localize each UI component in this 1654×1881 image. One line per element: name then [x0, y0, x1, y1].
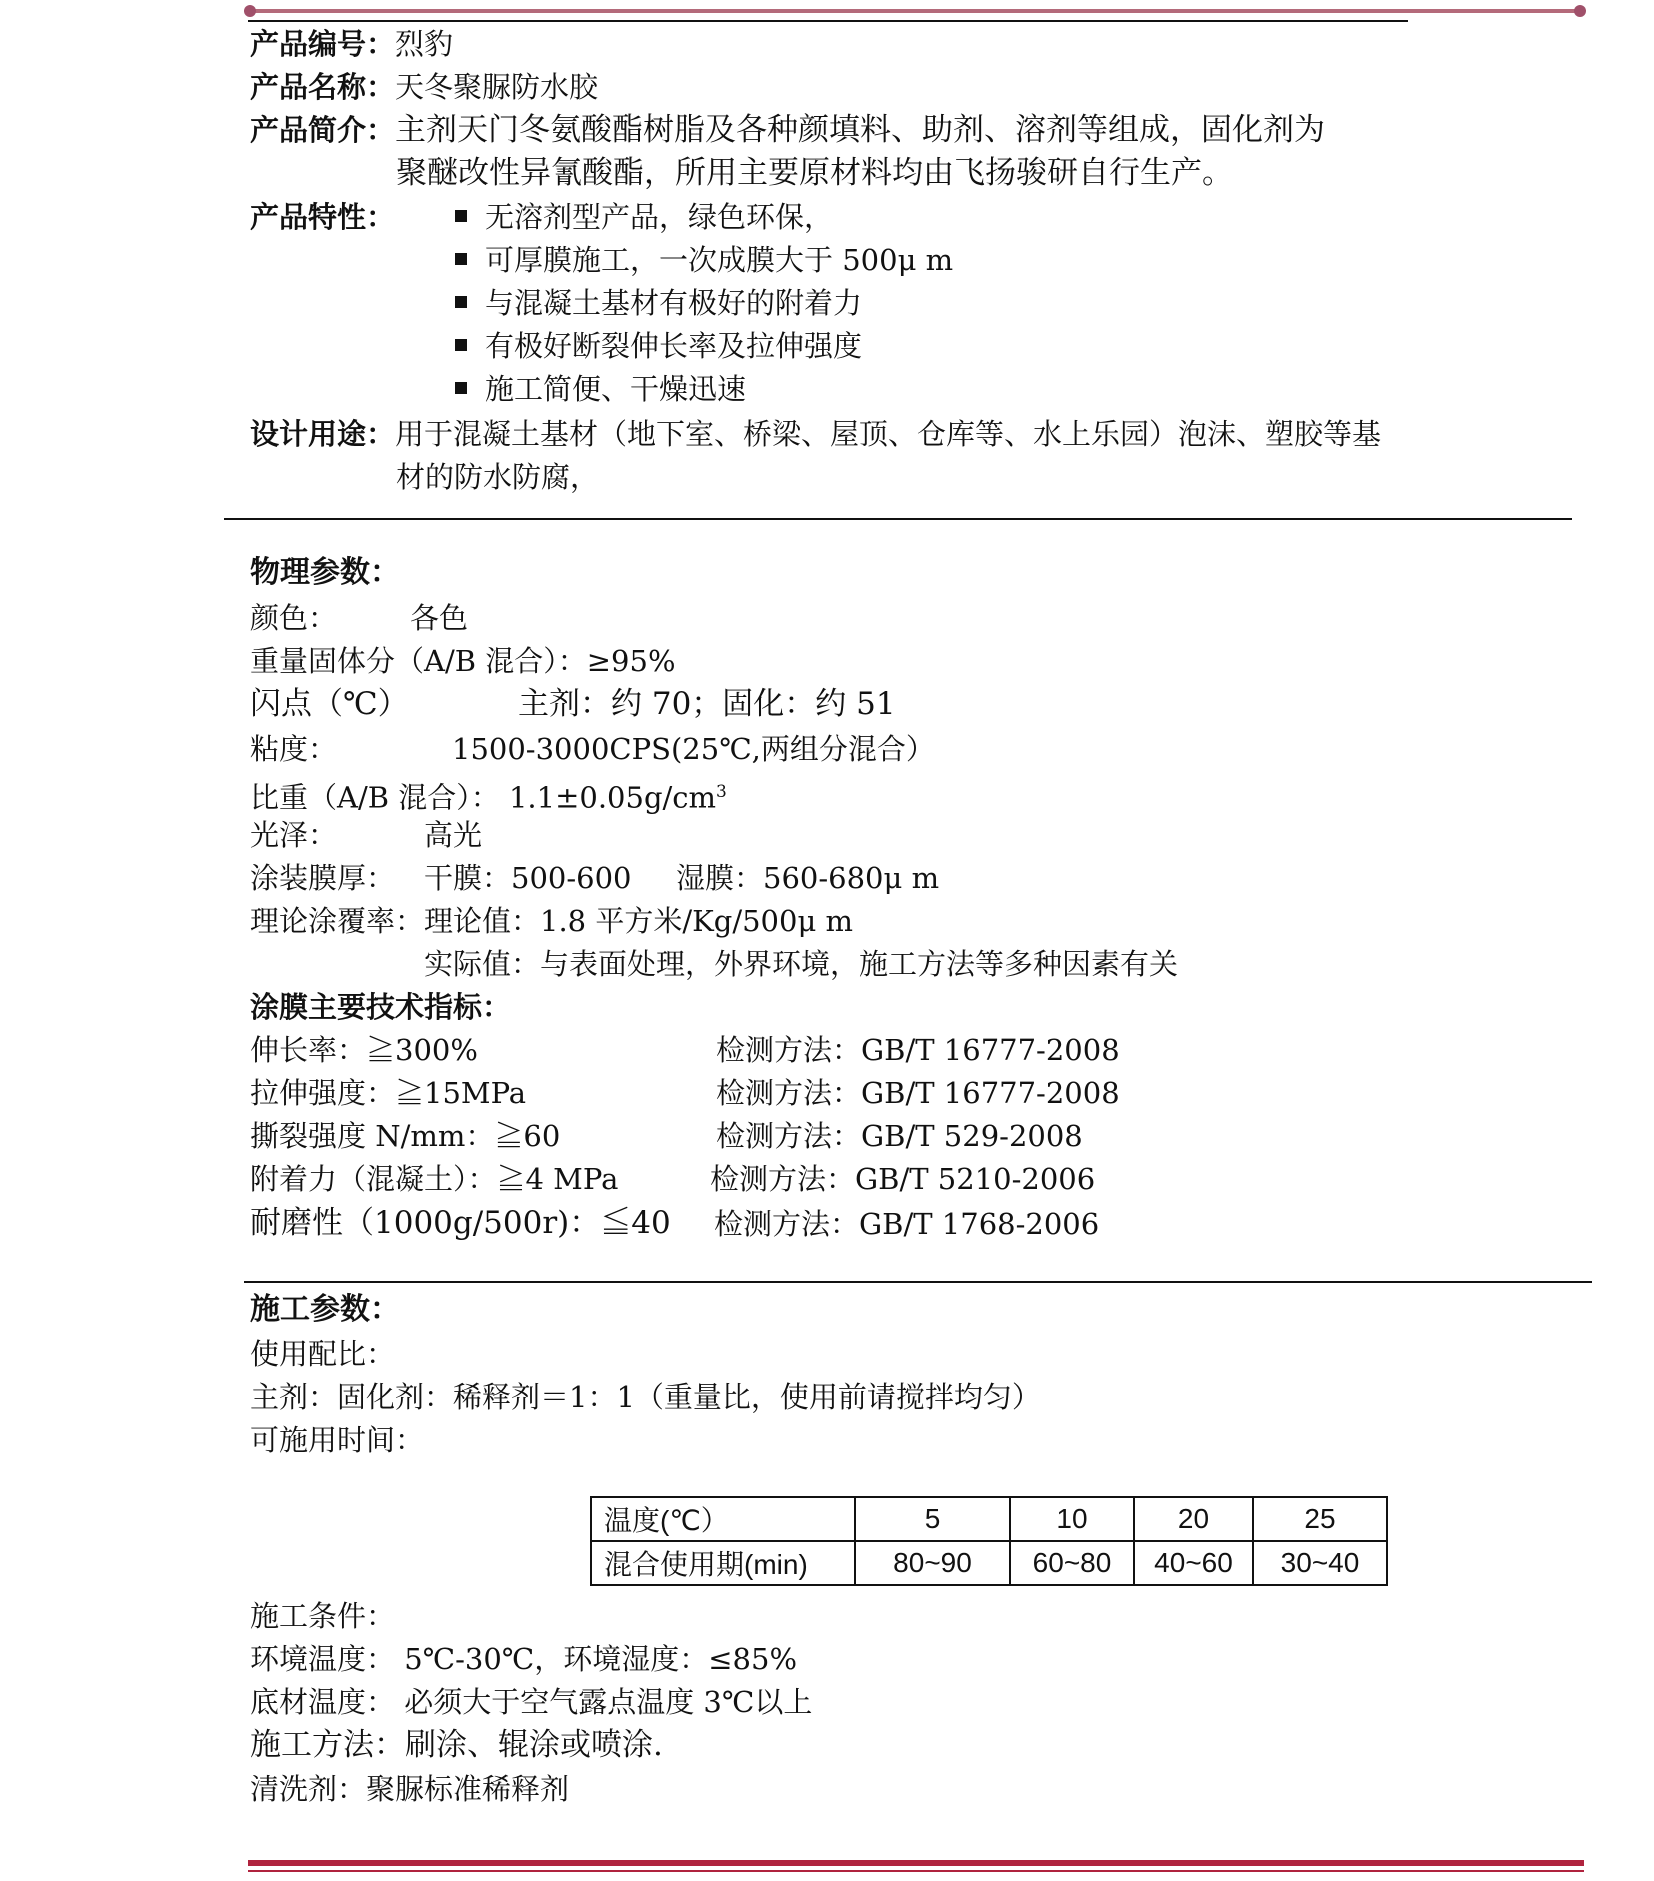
potlife-table — [590, 1496, 1388, 1586]
table-cell: 20 — [1134, 1497, 1253, 1541]
product-intro-line1: 主剂天门冬氨酸酯树脂及各种颜填料、助剂、溶剂等组成，固化剂为 — [395, 112, 1326, 148]
feature-item: 可厚膜施工，一次成膜大于 500μ m — [455, 240, 953, 280]
feature-item: 无溶剂型产品，绿色环保， — [455, 197, 833, 237]
solids-row: 重量固体分（A/B 混合）：≥95% — [250, 644, 676, 678]
substrate-conditions: 底材温度： 必须大于空气露点温度 3℃以上 — [250, 1685, 813, 1719]
ratio-value: 主剂：固化剂：稀释剂＝1：1（重量比，使用前请搅拌均匀） — [250, 1380, 1041, 1414]
product-intro-label: 产品简介： — [250, 113, 396, 147]
potlife-label: 可施用时间： — [250, 1423, 425, 1457]
feature-item: 与混凝土基材有极好的附着力 — [455, 283, 862, 323]
gloss-value: 高光 — [424, 818, 483, 852]
use-label: 设计用途： — [250, 417, 396, 451]
table-row — [591, 1497, 1387, 1541]
physical-title: 物理参数： — [250, 555, 400, 590]
sg-row — [250, 772, 727, 818]
viscosity-value: 1500-3000CPS(25℃,两组分混合） — [452, 732, 935, 766]
spec-method: 检测方法：GB/T 16777-2008 — [716, 1076, 1120, 1110]
header-rule-left-dot — [244, 5, 256, 17]
header-rule — [248, 9, 1580, 13]
spec-label: 耐磨性（1000g/500r)：≦40 — [250, 1205, 671, 1241]
product-code-row — [250, 24, 453, 64]
product-name-label: 产品名称： — [250, 70, 396, 104]
table-cell: 30~40 — [1253, 1541, 1387, 1585]
cleaner: 清洗剂：聚脲标准稀释剂 — [250, 1772, 570, 1806]
bullet-icon — [455, 382, 467, 394]
feature-item: 施工简便、干燥迅速 — [455, 369, 746, 409]
coverage-theory: 理论值：1.8 平方米/Kg/500μ m — [424, 904, 854, 938]
conditions-label: 施工条件： — [250, 1599, 396, 1633]
table-cell: 混合使用期(min) — [591, 1541, 855, 1585]
footer-rule — [248, 1860, 1584, 1866]
spec-method: 检测方法：GB/T 5210-2006 — [710, 1162, 1096, 1196]
coverage-label: 理论涂覆率： — [250, 904, 425, 938]
table-row — [591, 1541, 1387, 1585]
sg-label: 比重（A/B 混合）： — [250, 780, 500, 815]
feature-item: 有极好断裂伸长率及拉伸强度 — [455, 326, 862, 366]
thickness-label: 涂装膜厚： — [250, 861, 396, 895]
sg-value: 1.1±0.05g/cm — [508, 780, 717, 815]
spec-label: 撕裂强度 N/mm：≧60 — [250, 1119, 561, 1153]
table-cell: 80~90 — [855, 1541, 1010, 1585]
color-label: 颜色： — [250, 601, 338, 635]
bullet-icon — [455, 253, 467, 265]
use-row — [250, 414, 1381, 454]
section-divider — [244, 1281, 1592, 1283]
coverage-actual: 实际值：与表面处理，外界环境，施工方法等多种因素有关 — [424, 947, 1179, 981]
env-conditions: 环境温度： 5℃-30℃，环境湿度：≤85% — [250, 1642, 798, 1676]
sg-unit-superscript: 3 — [716, 782, 727, 802]
use-line2: 材的防水防腐， — [396, 460, 600, 494]
header-rule-right-dot — [1574, 5, 1586, 17]
product-code-value: 烈豹 — [395, 27, 454, 61]
application-method: 施工方法：刷涂、辊涂或喷涂. — [250, 1727, 663, 1763]
construction-title: 施工参数： — [250, 1292, 400, 1327]
table-cell: 40~60 — [1134, 1541, 1253, 1585]
features-label: 产品特性： — [250, 200, 396, 234]
section-divider — [224, 518, 1572, 520]
table-cell: 25 — [1253, 1497, 1387, 1541]
spec-label: 附着力（混凝土）：≧4 MPa — [250, 1162, 619, 1196]
use-line1: 用于混凝土基材（地下室、桥梁、屋顶、仓库等、水上乐园）泡沫、塑胶等基 — [395, 417, 1382, 451]
gloss-label: 光泽： — [250, 818, 338, 852]
bullet-icon — [455, 296, 467, 308]
table-cell: 温度(℃） — [591, 1497, 855, 1541]
flash-value: 主剂：约 70；固化：约 51 — [518, 686, 896, 722]
table-cell: 5 — [855, 1497, 1010, 1541]
footer-rule-thin — [248, 1870, 1584, 1872]
product-code-label: 产品编号： — [250, 27, 396, 61]
header-underline — [248, 20, 1408, 22]
spec-method: 检测方法：GB/T 16777-2008 — [716, 1033, 1120, 1067]
product-intro-row — [250, 110, 1325, 150]
color-value: 各色 — [410, 601, 469, 635]
thickness-dry: 干膜：500-600 — [424, 861, 632, 895]
viscosity-label: 粘度： — [250, 732, 338, 766]
specs-title: 涂膜主要技术指标： — [250, 990, 512, 1024]
product-name-value: 天冬聚脲防水胶 — [395, 70, 599, 104]
thickness-wet: 湿膜：560-680μ m — [676, 861, 940, 895]
bullet-icon — [455, 339, 467, 351]
table-cell: 10 — [1010, 1497, 1134, 1541]
bullet-icon — [455, 210, 467, 222]
ratio-label: 使用配比： — [250, 1337, 396, 1371]
product-intro-line2: 聚醚改性异氰酸酯，所用主要原材料均由飞扬骏研自行生产。 — [396, 155, 1233, 191]
spec-method: 检测方法：GB/T 529-2008 — [716, 1119, 1083, 1153]
table-cell: 60~80 — [1010, 1541, 1134, 1585]
spec-label: 拉伸强度：≧15MPa — [250, 1076, 527, 1110]
product-name-row — [250, 67, 598, 107]
flash-label: 闪点（℃） — [250, 686, 409, 722]
spec-method: 检测方法：GB/T 1768-2006 — [714, 1207, 1100, 1241]
spec-label: 伸长率：≧300% — [250, 1033, 478, 1067]
